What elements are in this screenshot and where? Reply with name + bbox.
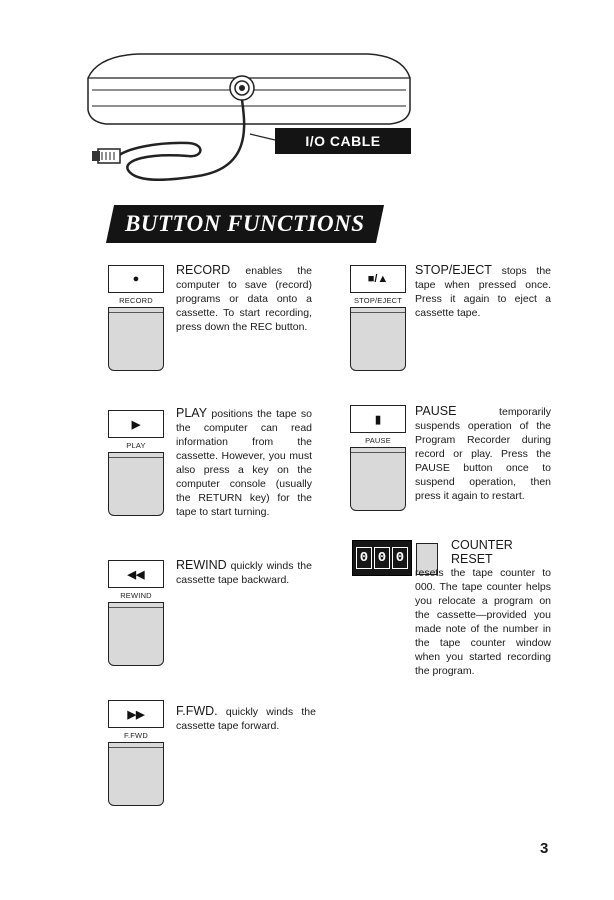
cable-connector-icon bbox=[92, 149, 120, 163]
stop-eject-icon: ■/▲ bbox=[350, 265, 406, 293]
play-icon: ▶ bbox=[108, 410, 164, 438]
fast-forward-description bbox=[176, 704, 316, 733]
play-description bbox=[176, 406, 312, 519]
stop-eject-description bbox=[415, 263, 551, 320]
stop-eject-key[interactable] bbox=[350, 265, 406, 371]
fast-forward-lead: F.FWD. bbox=[176, 704, 218, 718]
counter-reset-description bbox=[415, 538, 551, 678]
record-key-body bbox=[108, 307, 164, 371]
section-banner bbox=[106, 205, 384, 243]
stop-eject-text: stops the tape when pressed once. Press it again to eject a cassette tape. bbox=[415, 265, 551, 319]
record-lead: RECORD bbox=[176, 263, 231, 277]
stop-eject-lead: STOP/EJECT bbox=[415, 263, 492, 277]
program-recorder-illustration bbox=[78, 48, 418, 198]
rewind-description bbox=[176, 558, 312, 587]
counter-digit: 0 bbox=[356, 547, 372, 569]
pause-text: temporarily suspends operation of the Program Recorder during record or play. Press the PAUSE button once to suspend operation, then press it again to restart. bbox=[415, 406, 551, 502]
counter-digit: 0 bbox=[374, 547, 390, 569]
play-key[interactable] bbox=[108, 410, 164, 516]
pause-description bbox=[415, 404, 551, 503]
tape-counter-window bbox=[352, 540, 412, 576]
record-icon: ● bbox=[108, 265, 164, 293]
record-text: enables the computer to save (record) programs or data onto a cassette. To start recording, press down the REC button. bbox=[176, 265, 312, 333]
section-title: BUTTON FUNCTIONS bbox=[125, 211, 365, 236]
rewind-icon: ◀◀ bbox=[108, 560, 164, 588]
fast-forward-icon: ▶▶ bbox=[108, 700, 164, 728]
fast-forward-key-body bbox=[108, 742, 164, 806]
pause-key[interactable] bbox=[350, 405, 406, 511]
fast-forward-key[interactable] bbox=[108, 700, 164, 806]
counter-reset-text: resets the tape counter to 000. The tape counter helps you relocate a program on the cassette—provided you made note of the number in the tape counter window when you started recording the program. bbox=[415, 567, 551, 677]
counter-digit: 0 bbox=[392, 547, 408, 569]
fast-forward-text: quickly winds the cassette tape forward. bbox=[176, 706, 316, 732]
record-key-label: RECORD bbox=[119, 296, 153, 305]
play-key-label: PLAY bbox=[126, 441, 146, 450]
pause-lead: PAUSE bbox=[415, 404, 457, 418]
counter-reset-lead: COUNTER RESET bbox=[451, 538, 513, 566]
record-description bbox=[176, 263, 312, 334]
page-number: 3 bbox=[540, 840, 549, 857]
play-text: positions the tape so the computer can read information from the cassette. However, you must also press a key on the computer console (usually the RETURN key) for the tape to start turning. bbox=[176, 408, 312, 518]
rewind-key-label: REWIND bbox=[120, 591, 152, 600]
rewind-lead: REWIND bbox=[176, 558, 227, 572]
rewind-key[interactable] bbox=[108, 560, 164, 666]
stop-eject-key-label: STOP/EJECT bbox=[353, 296, 403, 305]
play-key-body bbox=[108, 452, 164, 516]
play-lead: PLAY bbox=[176, 406, 208, 420]
io-cable-label: I/O CABLE bbox=[275, 128, 411, 154]
pause-key-label: PAUSE bbox=[365, 436, 391, 445]
rewind-key-body bbox=[108, 602, 164, 666]
stop-eject-key-body bbox=[350, 307, 406, 371]
rewind-text: quickly winds the cassette tape backward. bbox=[176, 560, 312, 586]
pause-key-body bbox=[350, 447, 406, 511]
pause-icon: ▮ bbox=[350, 405, 406, 433]
record-key[interactable] bbox=[108, 265, 164, 371]
fast-forward-key-label: F.FWD bbox=[124, 731, 148, 740]
